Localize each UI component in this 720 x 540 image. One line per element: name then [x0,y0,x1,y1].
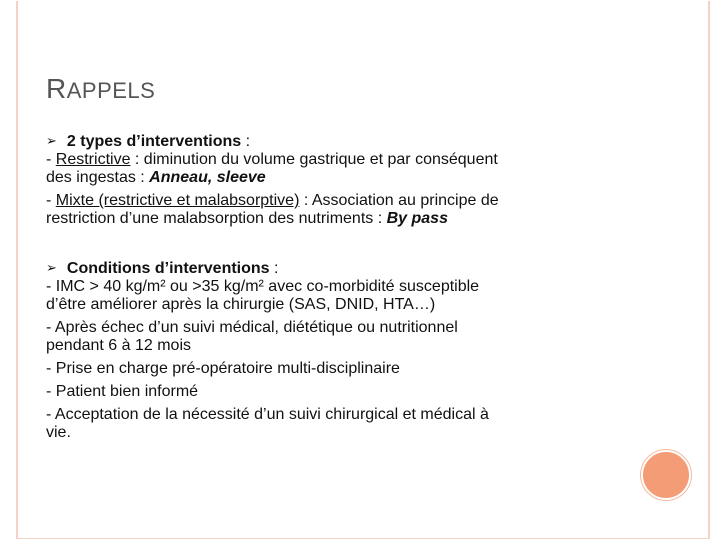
section2-line: - Patient bien informé [46,383,199,400]
section2-heading [46,260,636,278]
arrow-bullet-icon: ➢ [46,260,57,275]
section1-item2-cont [46,210,636,228]
section1-heading-text: 2 types d’interventions [66,133,242,150]
title-rest: APPELS [66,78,156,103]
section2-line: - Après échec d’un suivi médical, diététique ou nutritionnel [46,319,458,336]
title-first-letter: R [46,73,67,104]
section2-line: - Acceptation de la nécessité d’un suivi chirurgical et médical à [46,406,489,423]
item2-label: Mixte (restrictive et malabsorptive) [55,192,300,209]
item-prefix: - [46,192,56,209]
section2-line: pendant 6 à 12 mois [46,337,191,354]
section2-line: vie. [46,424,71,441]
section2-heading-text: Conditions d’interventions [66,260,270,277]
slide-bottom-border [16,538,710,539]
decorative-circle [641,450,691,500]
section2-line: - Prise en charge pré-opératoire multi-disciplinaire [46,360,400,377]
section1-heading [46,133,636,151]
item2-text-line2: restriction d’une malabsorption des nutriments : [46,210,387,227]
section2-line: - IMC > 40 kg/m² ou >35 kg/m² avec co-morbidité susceptible [46,278,480,295]
slide-content [46,133,636,442]
section2-line: d’être améliorer après la chirurgie (SAS, DNID, HTA…) [46,296,436,313]
section1-item1-cont [46,169,636,187]
section2-heading-suffix: : [269,260,279,277]
page-title [46,73,156,104]
section1-item1 [46,151,636,169]
item1-text-line1: : diminution du volume gastrique et par conséquent [130,151,498,168]
section1-item2 [46,192,636,210]
arrow-bullet-icon: ➢ [46,133,57,148]
item1-label: Restrictive [55,151,131,168]
item2-emphasis: By pass [386,210,448,227]
item-prefix: - [46,151,56,168]
item1-emphasis: Anneau, sleeve [149,169,266,186]
item1-text-line2: des ingestas : [46,169,150,186]
item2-text-line1: : Association au principe de [299,192,499,209]
section1-heading-suffix: : [241,133,251,150]
